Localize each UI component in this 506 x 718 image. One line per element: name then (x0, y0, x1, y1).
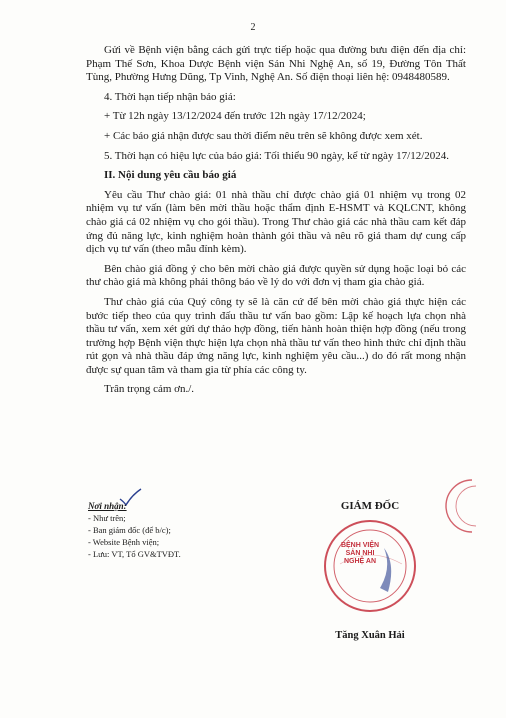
recipient-item: - Ban giám đốc (để b/c); (88, 525, 171, 535)
paragraph-thanks: Trân trọng cảm ơn./. (104, 383, 195, 396)
document-body (86, 44, 466, 403)
page-number: 2 (250, 22, 256, 33)
paragraph-deadline-note: + Các báo giá nhận được sau thời điểm nêu trên sẽ không được xem xét. (104, 129, 423, 142)
recipient-item: - Lưu: VT, Tổ GV&TVĐT. (88, 549, 181, 559)
edge-stamp-icon (432, 478, 480, 534)
recipient-item: - Như trên; (88, 513, 126, 523)
paragraph-process: Thư chào giá của Quý công ty sẽ là căn cứ để bên mời chào giá thực hiện các bước tiếp theo của quy trình đấu thầu tư vấn bao gồm: Lập kế hoạch lựa chọn nhà thầu tư vấn, xem xét gửi dự thảo hợp đồng, tiến hành hoàn thiện hợp đồng (nếu trong trường hợp Bệnh viện thực hiện lựa chọn nhà thầu tư vấn theo hình thức chỉ định thầu rút gọn và nhà thầu đáp ứng năng lực, kinh nghiệm yêu cầu...) do đó rất mong nhận được sự quan tâm và tham gia từ phía các công ty. (86, 295, 466, 376)
paragraph-requirements: Yêu cầu Thư chào giá: 01 nhà thầu chỉ được chào giá 01 nhiệm vụ trong 02 nhiệm vụ tư vấn (làm bên mời thầu hoặc thẩm định E-HSMT và KQLCNT, không chào giá cả 02 nhiệm vụ cho gói thầu). Trong Thư chào giá các nhà thầu cam kết đáp ứng đủ năng lực, kinh nghiệm hoàn thành gói thầu và nêu rõ giá tham dự cung cấp dịch vụ tư vấn (theo mẫu đính kèm). (86, 188, 466, 256)
paragraph-address: Gửi về Bệnh viện bằng cách gửi trực tiếp hoặc qua đường bưu điện đến địa chỉ: Phạm Thế Sơn, Khoa Dược Bệnh viện Sản Nhi Nghệ An, số 19, Đường Tôn Thất Tùng, Phường Hưng Dũng, Tp Vinh, Nghệ An. Số điện thoại liên hệ: 0948480589. (86, 44, 466, 84)
paragraph-deadline-title: 4. Thời hạn tiếp nhận báo giá: (104, 90, 236, 103)
signer-name: Tăng Xuân Hải (335, 630, 405, 641)
recipient-item: - Website Bệnh viện; (88, 537, 160, 547)
official-seal-icon (322, 518, 418, 614)
recipients-title: Nơi nhận: (88, 501, 127, 511)
section-heading: II. Nội dung yêu cầu báo giá (104, 169, 237, 182)
paragraph-validity: 5. Thời hạn có hiệu lực của báo giá: Tối thiểu 90 ngày, kể từ ngày 17/12/2024. (104, 149, 450, 162)
paragraph-rights: Bên chào giá đồng ý cho bên mời chào giá được quyền sử dụng hoặc loại bỏ các thư chào giá mà không phải thông báo về lý do với đơn vị tham gia chào giá. (86, 262, 466, 289)
signer-role: GIÁM ĐỐC (340, 500, 400, 512)
recipients-block (88, 500, 288, 560)
paragraph-deadline-range: + Từ 12h ngày 13/12/2024 đến trước 12h ngày 17/12/2024; (104, 110, 366, 123)
seal-text: BỆNH VIỆN SẢN NHI NGHỆ AN (340, 542, 380, 565)
signature-block (310, 500, 430, 641)
